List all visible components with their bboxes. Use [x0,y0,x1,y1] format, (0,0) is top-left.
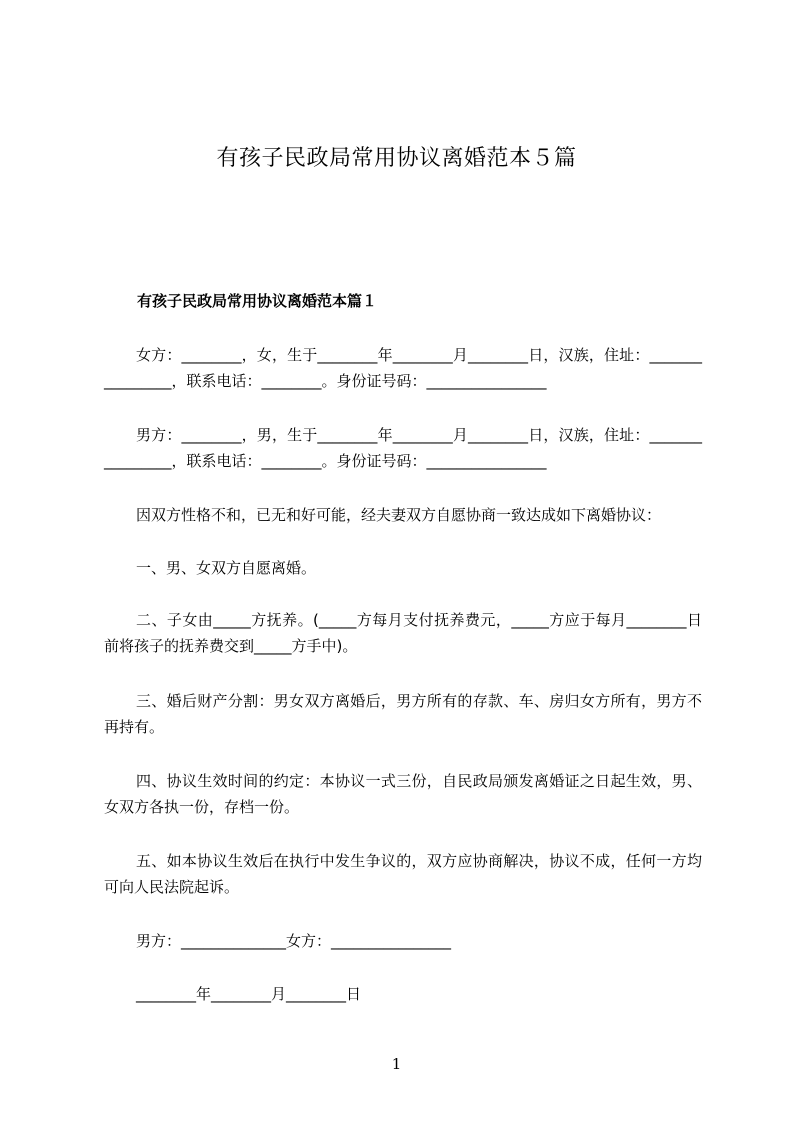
clause-5-paragraph: 五、如本协议生效后在执行中发生争议的，双方应协商解决，协议不成，任何一方均可向人民法院起诉。 [104,852,702,896]
clause-2-paragraph: 二、子女由_____方抚养。(_____方每月支付抚养费元，_____方应于每月________日前将孩子的抚养费交到_____方手中)。 [104,611,702,655]
date-line: ________年________月________日 [136,985,362,1003]
document-title: 有孩子民政局常用协议离婚范本５篇 [216,146,577,171]
reason-paragraph: 因双方性格不和，已无和好可能，经夫妻双方自愿协商一致达成如下离婚协议： [136,506,662,524]
page-number: 1 [391,1055,402,1073]
clause-3-paragraph: 三、婚后财产分割：男女双方离婚后，男方所有的存款、车、房归女方所有，男方不再持有。 [104,692,702,736]
clause-1-paragraph: 一、男、女双方自愿离婚。 [136,559,317,577]
husband-info-paragraph: 男方：________，男，生于________年________月________日，汉族，住址：________________，联系电话：________。身份证号码：________________ [104,426,702,470]
signature-line: 男方：______________女方：________________ [136,932,452,950]
wife-info-paragraph: 女方：________，女，生于________年________月________日，汉族，住址：________________，联系电话：________。身份证号码：________________ [104,346,702,390]
clause-4-paragraph: 四、协议生效时间的约定：本协议一式三份，自民政局颁发离婚证之日起生效，男、女双方各执一份，存档一份。 [104,772,702,816]
section-heading: 有孩子民政局常用协议离婚范本篇１ [137,292,378,310]
